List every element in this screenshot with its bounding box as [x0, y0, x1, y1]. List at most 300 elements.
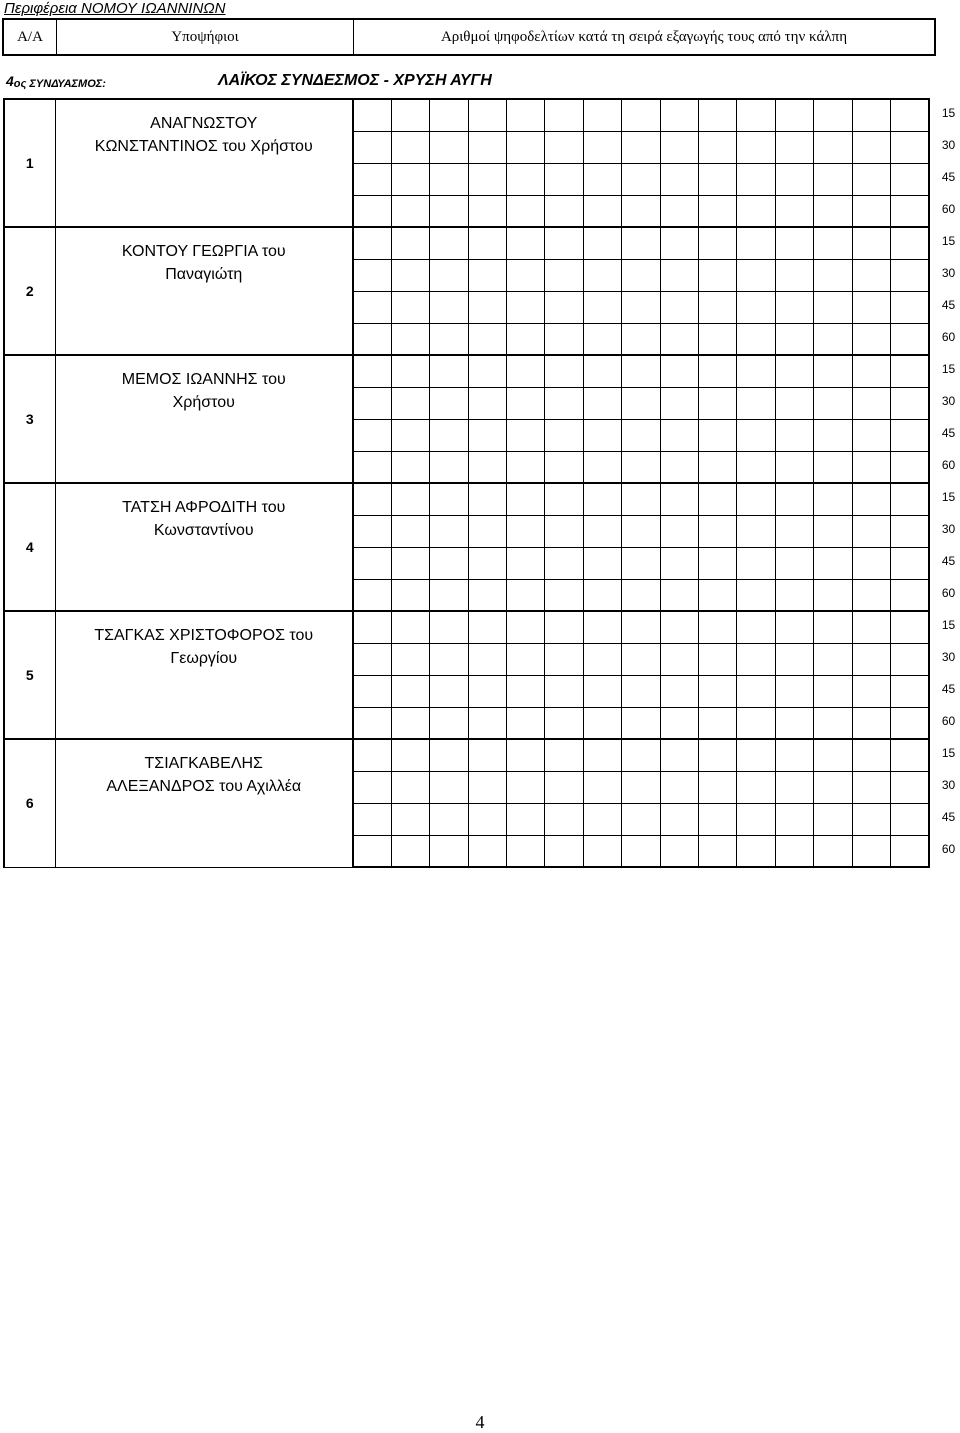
tally-box — [660, 643, 698, 675]
table-row — [4, 739, 929, 771]
candidate-name-line2: ΚΩΝΣΤΑΝΤΙΝΟΣ του Χρήστου — [94, 138, 313, 155]
tally-box — [583, 739, 621, 771]
tally-box — [890, 387, 929, 419]
tally-box — [737, 579, 775, 611]
tally-box — [391, 131, 429, 163]
tally-box — [852, 355, 890, 387]
tally-box — [775, 419, 813, 451]
row-mark: 60 — [941, 330, 956, 344]
tally-box — [353, 323, 391, 355]
tally-box — [545, 163, 583, 195]
tally-box — [583, 227, 621, 259]
tally-box — [583, 419, 621, 451]
tally-box — [507, 643, 545, 675]
tally-box — [737, 771, 775, 803]
tally-box — [890, 803, 929, 835]
tally-box — [583, 515, 621, 547]
tally-box — [545, 323, 583, 355]
row-mark: 30 — [941, 522, 956, 536]
tally-box — [583, 803, 621, 835]
tally-box — [814, 323, 852, 355]
row-mark: 15 — [941, 106, 956, 120]
tally-box — [699, 355, 737, 387]
tally-box — [622, 643, 660, 675]
tally-box — [852, 835, 890, 867]
tally-box — [622, 387, 660, 419]
tally-box — [852, 451, 890, 483]
tally-box — [430, 99, 468, 131]
tally-box — [391, 675, 429, 707]
tally-box — [545, 419, 583, 451]
tally-box — [660, 227, 698, 259]
tally-box — [852, 643, 890, 675]
table-row — [4, 99, 929, 131]
tally-box — [430, 707, 468, 739]
row-mark: 60 — [941, 714, 956, 728]
tally-box — [852, 547, 890, 579]
tally-box — [468, 131, 506, 163]
tally-box — [775, 739, 813, 771]
tally-box — [507, 387, 545, 419]
tally-box — [391, 803, 429, 835]
row-mark: 45 — [941, 682, 956, 696]
tally-box — [622, 803, 660, 835]
tally-box — [699, 611, 737, 643]
tally-box — [699, 803, 737, 835]
tally-box — [353, 483, 391, 515]
row-mark: 15 — [941, 618, 956, 632]
tally-box — [737, 131, 775, 163]
tally-box — [391, 227, 429, 259]
region-title: Περιφέρεια ΝΟΜΟΥ ΙΩΑΝΝΙΝΩΝ — [4, 0, 226, 17]
alliance-label — [6, 74, 106, 90]
candidate-name — [55, 611, 353, 739]
candidate-name — [55, 355, 353, 483]
table-header — [2, 18, 936, 56]
tally-box — [353, 131, 391, 163]
tally-box — [507, 611, 545, 643]
tally-box — [852, 771, 890, 803]
candidate-name — [55, 99, 353, 227]
tally-box — [775, 483, 813, 515]
tally-box — [468, 323, 506, 355]
tally-box — [545, 259, 583, 291]
tally-box — [660, 675, 698, 707]
tally-box — [430, 387, 468, 419]
candidate-name — [55, 483, 353, 611]
tally-box — [622, 675, 660, 707]
tally-box — [391, 835, 429, 867]
tally-box — [852, 739, 890, 771]
tally-box — [391, 163, 429, 195]
tally-box — [430, 835, 468, 867]
tally-box — [545, 355, 583, 387]
tally-box — [391, 291, 429, 323]
tally-box — [814, 643, 852, 675]
tally-box — [699, 547, 737, 579]
tally-box — [814, 99, 852, 131]
row-mark: 30 — [941, 266, 956, 280]
tally-box — [699, 579, 737, 611]
tally-box — [890, 515, 929, 547]
tally-box — [737, 419, 775, 451]
tally-box — [890, 611, 929, 643]
tally-box — [622, 739, 660, 771]
tally-box — [353, 227, 391, 259]
tally-box — [622, 131, 660, 163]
tally-box — [890, 707, 929, 739]
tally-box — [545, 227, 583, 259]
tally-box — [660, 515, 698, 547]
tally-box — [430, 803, 468, 835]
tally-box — [583, 835, 621, 867]
tally-box — [353, 387, 391, 419]
tally-box — [507, 835, 545, 867]
tally-box — [814, 163, 852, 195]
tally-box — [699, 419, 737, 451]
candidate-name-line1: ΤΣΙΑΓΚΑΒΕΛΗΣ — [144, 755, 263, 772]
tally-box — [699, 515, 737, 547]
candidate-name-line2: Γεωργίου — [170, 650, 238, 667]
tally-box — [775, 803, 813, 835]
tally-box — [545, 291, 583, 323]
tally-box — [468, 771, 506, 803]
candidate-name-line2: Χρήστου — [172, 394, 235, 411]
tally-box — [622, 355, 660, 387]
tally-box — [814, 675, 852, 707]
tally-box — [507, 195, 545, 227]
tally-box — [545, 547, 583, 579]
tally-box — [507, 771, 545, 803]
tally-box — [852, 227, 890, 259]
tally-box — [545, 611, 583, 643]
candidate-name — [55, 739, 353, 867]
tally-box — [391, 387, 429, 419]
tally-box — [353, 515, 391, 547]
tally-box — [699, 835, 737, 867]
tally-box — [622, 227, 660, 259]
tally-box — [391, 739, 429, 771]
tally-box — [468, 163, 506, 195]
tally-box — [660, 707, 698, 739]
tally-box — [737, 675, 775, 707]
tally-box — [775, 707, 813, 739]
tally-box — [660, 547, 698, 579]
tally-box — [660, 291, 698, 323]
tally-box — [507, 163, 545, 195]
tally-box — [468, 195, 506, 227]
tally-box — [468, 547, 506, 579]
tally-box — [890, 99, 929, 131]
tally-box — [890, 835, 929, 867]
tally-box — [890, 579, 929, 611]
tally-box — [737, 515, 775, 547]
tally-box — [737, 803, 775, 835]
tally-box — [775, 355, 813, 387]
tally-box — [430, 643, 468, 675]
tally-box — [814, 355, 852, 387]
tally-box — [353, 611, 391, 643]
tally-box — [660, 483, 698, 515]
tally-box — [852, 131, 890, 163]
tally-box — [737, 355, 775, 387]
tally-box — [430, 355, 468, 387]
tally-box — [814, 771, 852, 803]
tally-box — [737, 483, 775, 515]
tally-box — [775, 291, 813, 323]
tally-box — [699, 643, 737, 675]
tally-box — [660, 611, 698, 643]
tally-box — [622, 195, 660, 227]
tally-box — [660, 195, 698, 227]
candidate-aa: 3 — [4, 355, 55, 483]
tally-box — [622, 419, 660, 451]
tally-box — [890, 547, 929, 579]
tally-box — [468, 419, 506, 451]
tally-box — [468, 643, 506, 675]
tally-box — [583, 643, 621, 675]
tally-box — [391, 579, 429, 611]
tally-box — [852, 675, 890, 707]
tally-box — [353, 579, 391, 611]
tally-box — [852, 323, 890, 355]
row-mark: 15 — [941, 490, 956, 504]
tally-box — [430, 227, 468, 259]
tally-box — [775, 579, 813, 611]
tally-box — [468, 707, 506, 739]
tally-box — [391, 419, 429, 451]
table-row — [4, 355, 929, 387]
tally-box — [622, 611, 660, 643]
tally-box — [545, 771, 583, 803]
row-mark: 60 — [941, 202, 956, 216]
tally-box — [391, 195, 429, 227]
tally-box — [545, 451, 583, 483]
tally-box — [507, 291, 545, 323]
tally-box — [507, 579, 545, 611]
tally-box — [430, 515, 468, 547]
candidate-aa: 2 — [4, 227, 55, 355]
tally-box — [890, 323, 929, 355]
tally-box — [391, 99, 429, 131]
tally-box — [507, 451, 545, 483]
tally-box — [468, 387, 506, 419]
tally-box — [814, 803, 852, 835]
tally-box — [391, 771, 429, 803]
tally-box — [775, 227, 813, 259]
tally-box — [545, 835, 583, 867]
tally-box — [430, 323, 468, 355]
tally-box — [622, 163, 660, 195]
row-mark: 45 — [941, 426, 956, 440]
tally-box — [775, 195, 813, 227]
tally-box — [583, 579, 621, 611]
tally-box — [468, 355, 506, 387]
tally-box — [737, 835, 775, 867]
tally-box — [660, 131, 698, 163]
tally-box — [737, 323, 775, 355]
tally-box — [775, 163, 813, 195]
tally-box — [353, 707, 391, 739]
tally-box — [622, 99, 660, 131]
tally-box — [814, 131, 852, 163]
tally-box — [353, 291, 391, 323]
tally-box — [430, 771, 468, 803]
tally-box — [775, 99, 813, 131]
tally-box — [468, 611, 506, 643]
tally-box — [353, 771, 391, 803]
tally-box — [507, 355, 545, 387]
tally-box — [622, 451, 660, 483]
row-mark: 30 — [941, 650, 956, 664]
tally-box — [353, 451, 391, 483]
tally-box — [699, 131, 737, 163]
tally-box — [468, 291, 506, 323]
tally-box — [622, 771, 660, 803]
tally-box — [507, 803, 545, 835]
tally-box — [699, 227, 737, 259]
tally-box — [852, 483, 890, 515]
row-mark: 15 — [941, 234, 956, 248]
tally-box — [814, 387, 852, 419]
tally-box — [430, 195, 468, 227]
tally-box — [545, 515, 583, 547]
tally-box — [583, 355, 621, 387]
tally-box — [890, 451, 929, 483]
tally-box — [852, 259, 890, 291]
tally-box — [775, 611, 813, 643]
tally-box — [583, 771, 621, 803]
tally-box — [583, 387, 621, 419]
tally-box — [468, 99, 506, 131]
tally-box — [660, 803, 698, 835]
tally-box — [737, 195, 775, 227]
candidate-name-line1: ΜΕΜΟΣ ΙΩΑΝΝΗΣ του — [121, 371, 286, 388]
tally-box — [775, 675, 813, 707]
tally-box — [775, 515, 813, 547]
tally-box — [814, 419, 852, 451]
tally-box — [814, 579, 852, 611]
tally-box — [699, 259, 737, 291]
tally-box — [660, 259, 698, 291]
tally-box — [852, 419, 890, 451]
tally-box — [890, 739, 929, 771]
tally-box — [737, 387, 775, 419]
tally-box — [583, 707, 621, 739]
tally-box — [660, 579, 698, 611]
tally-box — [814, 451, 852, 483]
row-mark: 30 — [941, 138, 956, 152]
tally-box — [353, 419, 391, 451]
tally-box — [660, 835, 698, 867]
row-mark: 45 — [941, 810, 956, 824]
tally-box — [737, 163, 775, 195]
tally-box — [583, 611, 621, 643]
tally-box — [468, 515, 506, 547]
tally-box — [814, 739, 852, 771]
tally-box — [699, 387, 737, 419]
tally-box — [391, 259, 429, 291]
tally-box — [699, 195, 737, 227]
tally-box — [622, 323, 660, 355]
tally-box — [545, 131, 583, 163]
tally-box — [737, 547, 775, 579]
tally-box — [852, 579, 890, 611]
tally-box — [468, 835, 506, 867]
tally-box — [430, 675, 468, 707]
tally-box — [852, 515, 890, 547]
tally-box — [660, 387, 698, 419]
tally-box — [737, 259, 775, 291]
tally-box — [507, 131, 545, 163]
tally-box — [660, 419, 698, 451]
alliance-number: 4 — [6, 73, 14, 89]
tally-box — [890, 131, 929, 163]
tally-box — [391, 611, 429, 643]
candidate-name-line2: Παναγιώτη — [165, 266, 243, 283]
tally-box — [737, 739, 775, 771]
tally-box — [622, 515, 660, 547]
tally-box — [737, 227, 775, 259]
tally-box — [468, 803, 506, 835]
tally-box — [699, 451, 737, 483]
tally-box — [430, 739, 468, 771]
tally-box — [545, 707, 583, 739]
tally-box — [622, 291, 660, 323]
tally-box — [430, 131, 468, 163]
tally-box — [468, 451, 506, 483]
candidate-name-line1: ΤΣΑΓΚΑΣ ΧΡΙΣΤΟΦΟΡΟΣ του — [94, 627, 314, 644]
tally-box — [890, 483, 929, 515]
tally-box — [353, 803, 391, 835]
tally-box — [775, 451, 813, 483]
tally-box — [699, 323, 737, 355]
tally-box — [545, 739, 583, 771]
tally-box — [699, 739, 737, 771]
alliance-suffix: ος ΣΥΝΔΥΑΣΜΟΣ: — [13, 78, 106, 90]
tally-box — [583, 451, 621, 483]
tally-box — [507, 227, 545, 259]
row-mark: 15 — [941, 746, 956, 760]
tally-box — [507, 99, 545, 131]
tally-box — [814, 611, 852, 643]
tally-box — [430, 419, 468, 451]
row-mark: 60 — [941, 842, 956, 856]
tally-box — [468, 739, 506, 771]
tally-box — [699, 163, 737, 195]
candidate-name-line1: ΑΝΑΓΝΩΣΤΟΥ — [150, 115, 258, 132]
tally-box — [890, 163, 929, 195]
tally-box — [699, 483, 737, 515]
tally-box — [622, 547, 660, 579]
tally-box — [737, 611, 775, 643]
row-mark: 30 — [941, 778, 956, 792]
tally-box — [737, 291, 775, 323]
tally-box — [391, 547, 429, 579]
tally-box — [391, 515, 429, 547]
table-row — [4, 611, 929, 643]
tally-box — [699, 771, 737, 803]
tally-box — [737, 451, 775, 483]
tally-box — [430, 611, 468, 643]
tally-box — [737, 99, 775, 131]
tally-box — [660, 451, 698, 483]
tally-box — [583, 99, 621, 131]
tally-box — [890, 227, 929, 259]
row-mark: 60 — [941, 458, 956, 472]
tally-box — [545, 99, 583, 131]
candidate-name — [55, 227, 353, 355]
